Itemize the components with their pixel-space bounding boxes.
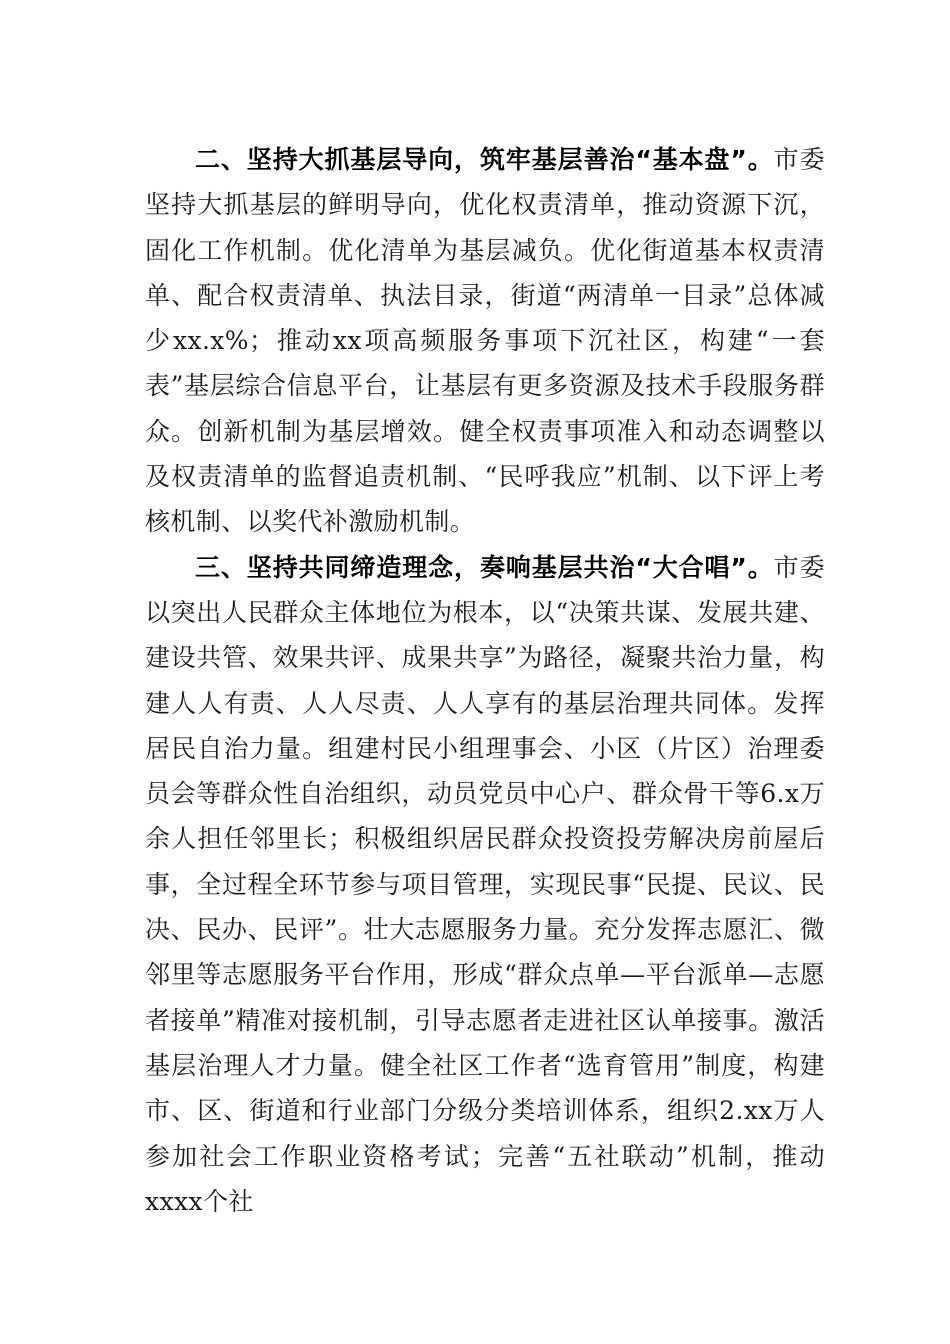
paragraph-section-3 (145, 545, 825, 1224)
paragraph-section-2 (145, 137, 825, 545)
section-2-heading: 二、坚持大抓基层导向，筑牢基层善治“基本盘”。 (195, 145, 774, 174)
section-3-heading: 三、坚持共同缔造理念，奏响基层共治“大合唱”。 (195, 552, 774, 582)
section-2-body: 市委坚持大抓基层的鲜明导向，优化权责清单，推动资源下沉，固化工作机制。优化清单为基层减负。优化街道基本权责清单、配合权责清单、执法目录，街道“两清单一目录”总体减少xx.x%；推动xx项高频服务事项下沉社区，构建“一套表”基层综合信息平台，让基层有更多资源及技术手段服务群众。创新机制为基层增效。健全权责事项准入和动态调整以及权责清单的监督追责机制、“民呼我应”机制、以下评上考核机制、以奖代补激励机制。 (145, 145, 825, 537)
document-body (145, 137, 825, 1224)
section-3-body: 市委以突出人民群众主体地位为根本，以“决策共谋、发展共建、建设共管、效果共评、成果共享”为路径，凝聚共治力量，构建人人有责、人人尽责、人人享有的基层治理共同体。发挥居民自治力量。组建村民小组理事会、小区（片区）治理委员会等群众性自治组织，动员党员中心户、群众骨干等6.x万余人担任邻里长；积极组织居民群众投资投劳解决房前屋后事，全过程全环节参与项目管理，实现民事“民提、民议、民决、民办、民评”。壮大志愿服务力量。充分发挥志愿汇、微邻里等志愿服务平台作用，形成“群众点单—平台派单—志愿者接单”精准对接机制，引导志愿者走进社区认单接事。激活基层治理人才力量。健全社区工作者“选育管用”制度，构建市、区、街道和行业部门分级分类培训体系，组织2.xx万人参加社会工作职业资格考试；完善“五社联动”机制，推动xxxx个社 (145, 552, 825, 1216)
